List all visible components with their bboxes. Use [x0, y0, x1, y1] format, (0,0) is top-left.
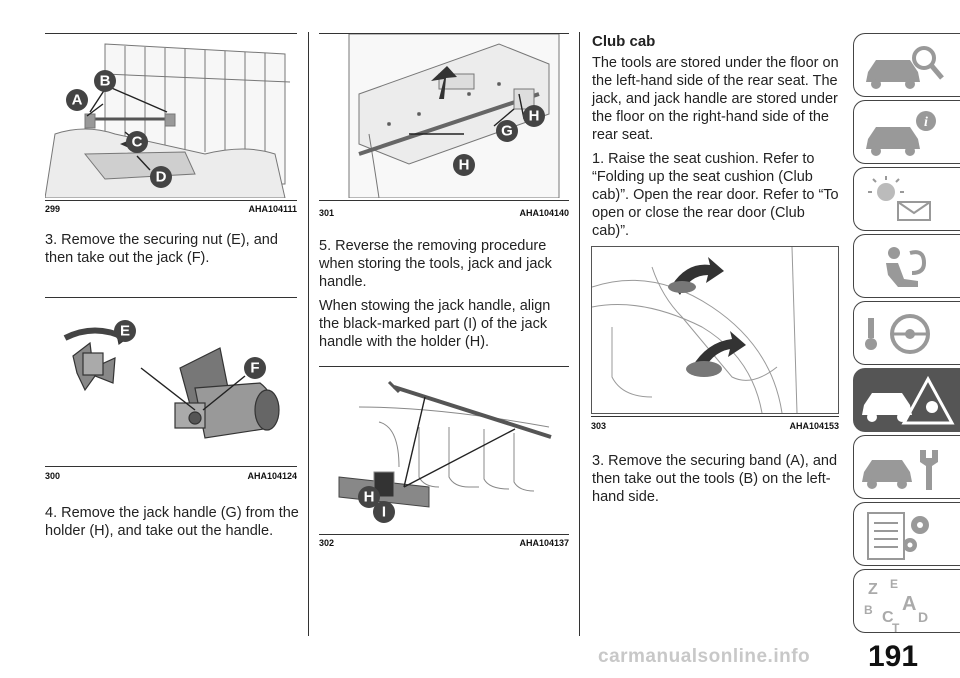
svg-text:A: A	[902, 593, 917, 615]
figure-299-caption	[45, 204, 297, 216]
label-f: F	[250, 359, 260, 377]
tab-steering-key[interactable]	[853, 301, 960, 365]
figure-300-illustration	[45, 298, 297, 464]
tab-car-wrench[interactable]	[853, 435, 960, 499]
figure-300-caption-rule	[45, 466, 297, 467]
section-heading: Club cab	[592, 33, 656, 50]
figure-number: 302	[319, 538, 335, 548]
lights-message-icon	[854, 168, 960, 232]
label-e: E	[119, 322, 131, 340]
paragraph: When stowing the jack handle, align the black-marked part (I) of the jack handle with the holder (H).	[319, 298, 551, 350]
figure-code: AHA104124	[247, 471, 297, 481]
svg-text:i: i	[924, 115, 928, 130]
figure-code: AHA104137	[519, 538, 569, 548]
figure-301-illustration	[319, 34, 569, 198]
figure-303-caption-rule	[591, 416, 839, 417]
label-a: A	[71, 91, 83, 109]
svg-text:T: T	[892, 621, 900, 634]
tab-alphabet-index[interactable]	[853, 569, 960, 633]
label-h: H	[528, 107, 540, 125]
figure-number: 301	[319, 208, 335, 218]
label-g: G	[501, 122, 513, 140]
label-h: H	[458, 156, 470, 174]
figure-number: 299	[45, 204, 61, 214]
label-h: H	[363, 488, 375, 506]
col1-step3-text	[45, 231, 300, 273]
column-divider-1	[308, 32, 309, 636]
specs-gear-icon	[854, 503, 960, 567]
label-c: C	[131, 133, 143, 151]
figure-299-illustration	[45, 34, 297, 198]
figure-303-caption	[591, 421, 839, 433]
svg-text:Z: Z	[868, 581, 878, 598]
svg-text:C: C	[882, 609, 894, 626]
tab-car-search[interactable]	[853, 33, 960, 97]
figure-code: AHA104140	[519, 208, 569, 218]
figure-299-caption-rule	[45, 200, 297, 201]
paragraph: 4. Remove the jack handle (G) from the holder (H), and take out the handle.	[45, 505, 299, 539]
label-b: B	[99, 72, 111, 90]
steering-key-icon	[854, 302, 960, 366]
figure-302-illustration	[319, 367, 569, 532]
svg-text:D: D	[918, 609, 929, 625]
page-number: 191	[868, 640, 919, 673]
figure-302-caption-rule	[319, 534, 569, 535]
figure-code: AHA104111	[248, 204, 297, 214]
col1-step4-text	[45, 504, 300, 546]
figure-301-caption	[319, 208, 569, 220]
label-d: D	[155, 168, 167, 186]
car-info-icon	[854, 101, 960, 165]
car-search-icon	[854, 34, 960, 98]
svg-text:E: E	[890, 577, 899, 591]
car-warning-icon	[854, 369, 960, 433]
figure-number: 300	[45, 471, 61, 481]
alphabet-index-icon	[854, 570, 960, 634]
col3-text	[592, 33, 842, 270]
label-i: I	[381, 503, 387, 521]
figure-302-caption	[319, 538, 569, 550]
figure-303-illustration	[591, 246, 839, 414]
column-divider-2	[579, 32, 580, 636]
col3-step3-text	[592, 452, 842, 512]
figure-code: AHA104153	[789, 421, 839, 431]
figure-300-caption	[45, 471, 297, 483]
col2-text	[319, 237, 571, 357]
paragraph: 5. Reverse the removing procedure when storing the tools, jack and jack handle.	[319, 238, 552, 290]
paragraph: 3. Remove the securing band (A), and then take out the tools (B) on the left-hand side.	[592, 453, 838, 505]
airbag-seat-icon	[854, 235, 960, 299]
figure-301-caption-rule	[319, 200, 569, 201]
paragraph: 1. Raise the seat cushion. Refer to “Folding up the seat cushion (Club cab)”. Open the rear door. Refer to “To open or close the rear door (Club cab)”.	[592, 151, 839, 239]
tab-car-info[interactable]	[853, 100, 960, 164]
paragraph: The tools are stored under the floor on the left-hand side of the rear seat. The jack, and jack handle are stored under the floor on the right-hand side of the rear seat.	[592, 55, 839, 143]
watermark: carmanualsonline.info	[598, 646, 811, 667]
tab-specs-gear[interactable]	[853, 502, 960, 566]
paragraph: 3. Remove the securing nut (E), and then take out the jack (F).	[45, 232, 278, 266]
svg-text:B: B	[864, 603, 873, 617]
tab-airbag-seat[interactable]	[853, 234, 960, 298]
tab-lights-message[interactable]	[853, 167, 960, 231]
figure-number: 303	[591, 421, 607, 431]
tab-car-warning[interactable]	[853, 368, 960, 432]
car-wrench-icon	[854, 436, 960, 500]
